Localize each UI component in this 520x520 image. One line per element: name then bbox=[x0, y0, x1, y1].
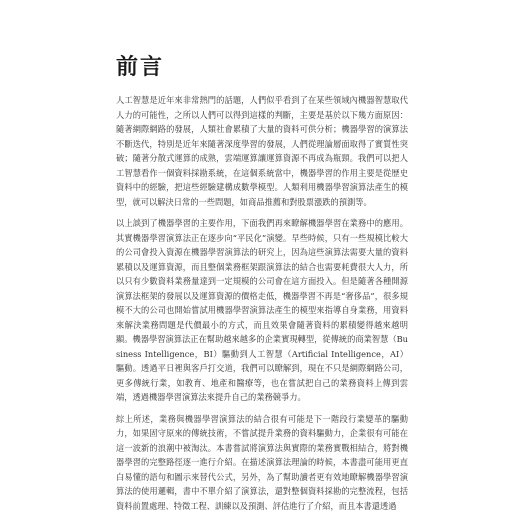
paragraph-2: 以上談到了機器學習的主要作用，下面我們再來瞭解機器學習在業務中的應用。其實機器學習演算法正在逐步向“平民化”演變。早些時候，只有一些規模比較大的公司會投入資源在機器學習演算法的研究上，因為這些演算法需要大量的資料累積以及運算資源，而且整個業務框架跟演算法的結合也需要耗費很大人力，所以只有少數資料業務量達到一定規模的公司會在這方面投入。但是隨著各種開源演算法框架的發展以及運算資源的價格走低，機器學習不再是“奢侈品”，很多規模不大的公司也開始嘗試用機器學習演算法產生的模型來指導自身業務，用資料來解決業務問題是代價最小的方式，而且效果會隨著資料的累積變得越來越明顯。機器學習演算法正在幫助越來越多的企業實現轉型，從傳統的商業智慧（Business Intelligence，BI）驅動到人工智慧（Artificial Intelligence，AI）驅動。透過平日裡與客戶打交道，我們可以瞭解到，現在不只是網際網路公司，更多傳統行業，如教育、地產和醫療等，也在嘗試把自己的業務資料上傳到雲端，透過機器學習演算法來提升自己的業務競爭力。 bbox=[116, 218, 408, 402]
paragraph-1: 人工智慧是近年來非常熱門的話題，人們似乎看到了在某些領域內機器智慧取代人力的可能性，之所以人們可以得到這樣的判斷，主要是基於以下幾方面原因：隨著網際網路的發展，人類社會累積了大量的資料可供分析；機器學習的演算法不斷迭代，特別是近年來隨著深度學習的發展，人們從理論層面取得了實質性突破；隨著分散式運算的成熟，雲端運算讓運算資源不再成為瓶頸。我們可以把人工智慧看作一個資料採勘系統，在這個系統當中，機器學習的作用主要是從歷史資料中的經驗，把這些經驗建構成數學模型。人類利用機器學習演算法產生的模型，就可以解決日常的一些問題，如商品推薦和對股票漲跌的預測等。 bbox=[116, 95, 408, 207]
paragraph-3: 綜上所述，業務與機器學習演算法的結合很有可能是下一階段行業變革的驅動力，如果固守原來的傳統技術，不嘗試提升業務的資料驅動力，企業很有可能在這一波新的浪潮中被淘汰。本書嘗試將演算法與實際的業務實戰相結合，將對機器學習的完整路徑逐一進行介紹。在描述演算法理論的時候，本書盡可能用更直白易懂的語句和圖示來替代公式，另外，為了幫助讀者更有效地瞭解機器學習演算法的使用邏輯，書中不單介紹了演算法，還對整個資料採勘的完整流程，包括資料前置處理、特徵工程、訓練以及預測、評估進行了介紹，而且本書還透過 bbox=[116, 413, 408, 511]
preface-body bbox=[116, 93, 408, 520]
page-title: 前言 bbox=[116, 55, 165, 80]
